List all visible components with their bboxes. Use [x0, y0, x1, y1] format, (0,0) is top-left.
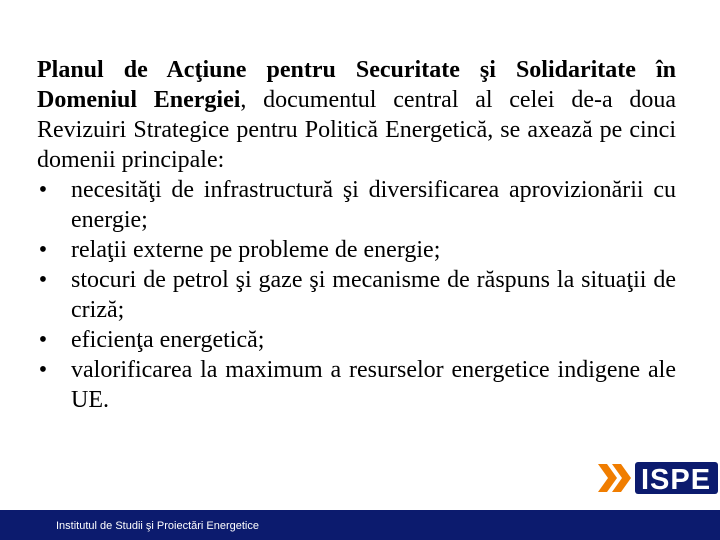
bullet-icon: •	[38, 267, 48, 293]
bullet-item	[37, 325, 676, 355]
intro-text: , documentul central al celei de-a doua Revizuiri Strategice pentru Politică Energetică, se axează pe cinci domenii principale:	[37, 87, 677, 173]
bullet-text: stocuri de petrol şi gaze şi mecanisme de răspuns la situaţii de criză;	[71, 267, 676, 323]
bullet-icon: •	[38, 177, 48, 203]
bullet-icon: •	[38, 237, 48, 263]
bullet-item	[37, 355, 676, 415]
ispe-logo	[598, 460, 718, 496]
bullet-text: valorificarea la maximum a resurselor energetice indigene ale UE.	[71, 357, 676, 413]
bullet-item	[37, 265, 676, 325]
bullet-text: eficienţa energetică;	[71, 327, 265, 353]
slide-content	[37, 55, 676, 415]
bullet-item	[37, 175, 676, 235]
bullet-list	[37, 175, 676, 415]
document-title: Planul de Acţiune pentru Securitate şi Solidaritate în Domeniul Energiei	[37, 57, 676, 113]
bullet-icon: •	[38, 357, 48, 383]
footer-text: Institutul de Studii şi Proiectări Energetice	[56, 520, 259, 532]
chevron-icon	[598, 464, 631, 492]
bullet-icon: •	[38, 327, 48, 353]
intro-paragraph	[37, 55, 676, 175]
bullet-text: relaţii externe pe probleme de energie;	[71, 237, 441, 263]
logo-text: ISPE	[640, 464, 712, 496]
footer-bar	[0, 510, 720, 540]
bullet-text: necesităţi de infrastructură şi diversificarea aprovizionării cu energie;	[71, 177, 676, 233]
bullet-item	[37, 235, 676, 265]
